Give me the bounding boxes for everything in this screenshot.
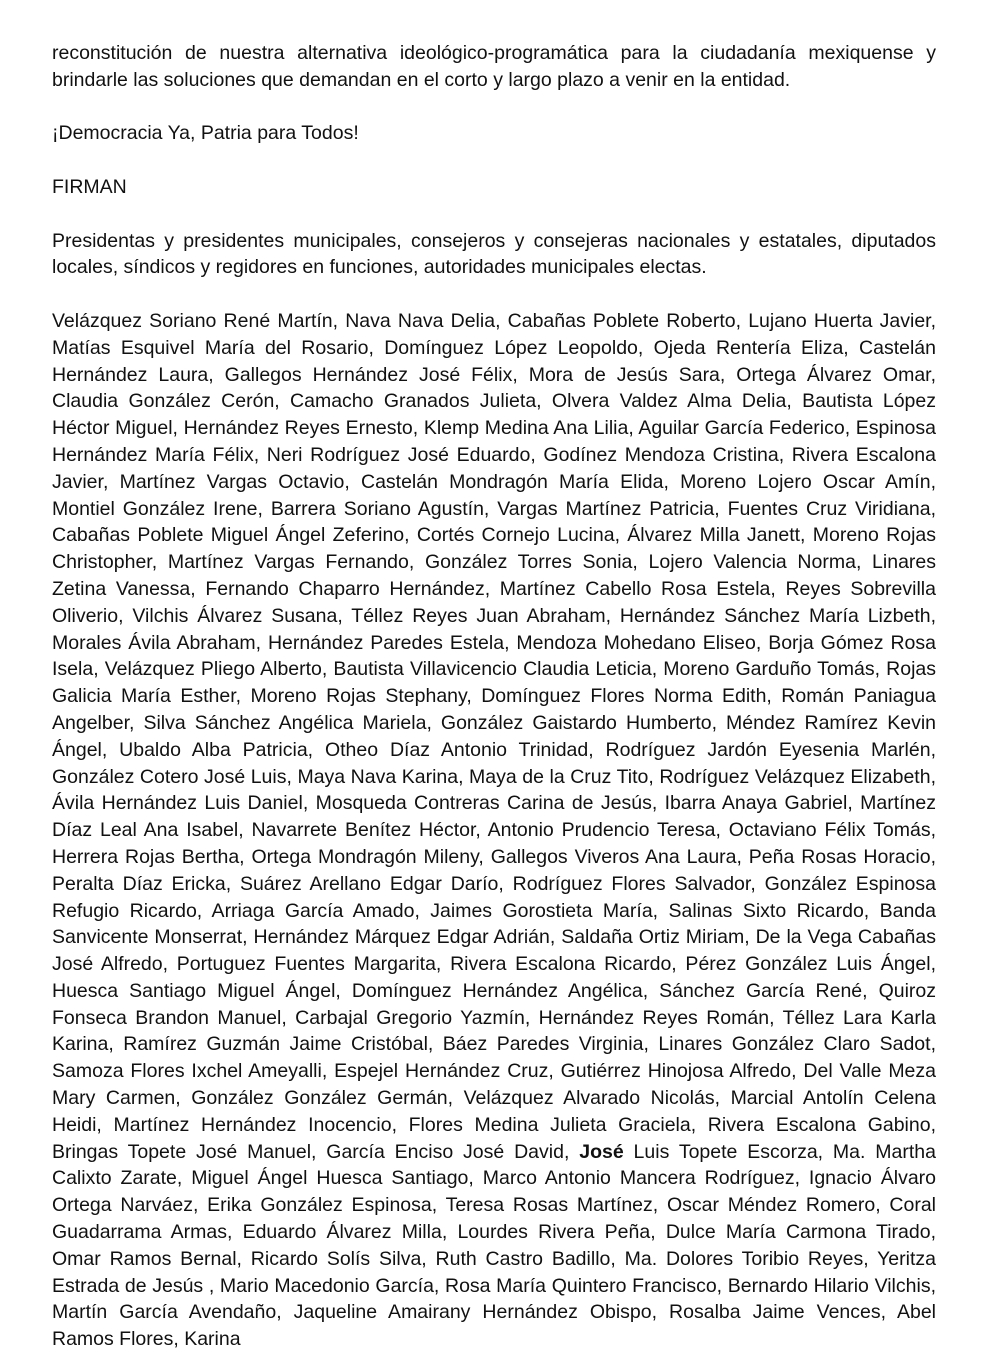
slogan: ¡Democracia Ya, Patria para Todos!: [52, 122, 359, 145]
signatories-list-part-2: Luis Topete Escorza, Ma. Martha Calixto Zarate, Miguel Ángel Huesca Santiago, Marco Antonio Mancera Rodríguez, Ignacio Álvaro Ortega Narváez, Erika González Espinosa, Teresa Rosas Martínez, Oscar Méndez Romero, Coral Guadarrama Armas, Eduardo Álvarez Milla, Lourdes Rivera Peña, Dulce María Carmona Tirado, Omar Ramos Bernal, Ricardo Solís Silva, Ruth Castro Badillo, Ma. Dolores Toribio Reyes, Yeritza Estrada de Jesús , Mario Macedonio García, Rosa María Quintero Francisco, Bernardo Hilario Vilchis, Martín García Avendaño, Jaqueline Amairany Hernández Obispo, Rosalba Jaime Vences, Abel Ramos Flores, Karina: [52, 1140, 936, 1351]
signatories-list: [52, 308, 936, 1353]
signatories-list-part-1: Velázquez Soriano René Martín, Nava Nava Delia, Cabañas Poblete Roberto, Lujano Huerta Javier, Matías Esquivel María del Rosario, Domínguez López Leopoldo, Ojeda Rentería Eliza, Castelán Hernández Laura, Gallegos Hernández José Félix, Mora de Jesús Sara, Ortega Álvarez Omar, Claudia González Cerón, Camacho Granados Julieta, Olvera Valdez Alma Delia, Bautista López Héctor Miguel, Hernández Reyes Ernesto, Klemp Medina Ana Lilia, Aguilar García Federico, Espinosa Hernández María Félix, Neri Rodríguez José Eduardo, Godínez Mendoza Cristina, Rivera Escalona Javier, Martínez Vargas Octavio, Castelán Mondragón María Elida, Moreno Lojero Oscar Amín, Montiel González Irene, Barrera Soriano Agustín, Vargas Martínez Patricia, Fuentes Cruz Viridiana, Cabañas Poblete Miguel Ángel Zeferino, Cortés Cornejo Lucina, Álvarez Milla Janett, Moreno Rojas Christopher, Martínez Vargas Fernando, González Torres Sonia, Lojero Valencia Norma, Linares Zetina Vanessa, Fernando Chaparro Hernández, Martínez Cabello Rosa Estela, Reyes Sobrevilla Oliverio, Vilchis Álvarez Susana, Téllez Reyes Juan Abraham, Hernández Sánchez María Lizbeth, Morales Ávila Abraham, Hernández Paredes Estela, Mendoza Mohedano Eliseo, Borja Gómez Rosa Isela, Velázquez Pliego Alberto, Bautista Villavicencio Claudia Leticia, Moreno Garduño Tomás, Rojas Galicia María Esther, Moreno Rojas Stephany, Domínguez Flores Norma Edith, Román Paniagua Angelber, Silva Sánchez Angélica Mariela, González Gaistardo Humberto, Méndez Ramírez Kevin Ángel, Ubaldo Alba Patricia, Otheo Díaz Antonio Trinidad, Rodríguez Jardón Eyesenia Marlén, González Cotero José Luis, Maya Nava Karina, Maya de la Cruz Tito, Rodríguez Velázquez Elizabeth, Ávila Hernández Luis Daniel, Mosqueda Contreras Carina de Jesús, Ibarra Anaya Gabriel, Martínez Díaz Leal Ana Isabel, Navarrete Benítez Héctor, Antonio Prudencio Teresa, Octaviano Félix Tomás, Herrera Rojas Bertha, Ortega Mondragón Mileny, Gallegos Viveros Ana Laura, Peña Rosas Horacio, Peralta Díaz Ericka, Suárez Arellano Edgar Darío, Rodríguez Flores Salvador, González Espinosa Refugio Ricardo, Arriaga García Amado, Jaimes Gorostieta María, Salinas Sixto Ricardo, Banda Sanvicente Monserrat, Hernández Márquez Edgar Adrián, Saldaña Ortiz Miriam, De la Vega Cabañas José Alfredo, Portuguez Fuentes Margarita, Rivera Escalona Ricardo, Pérez González Luis Ángel, Huesca Santiago Miguel Ángel, Domínguez Hernández Angélica, Sánchez García René, Quiroz Fonseca Brandon Manuel, Carbajal Gregorio Yazmín, Hernández Reyes Román, Téllez Lara Karla Karina, Ramírez Guzmán Jaime Cristóbal, Báez Paredes Virginia, Linares González Claro Sadot, Samoza Flores Ixchel Ameyalli, Espejel Hernández Cruz, Gutiérrez Hinojosa Alfredo, Del Valle Meza Mary Carmen, González González Germán, Velázquez Alvarado Nicolás, Marcial Antolín Celena Heidi, Martínez Hernández Inocencio, Flores Medina Julieta Graciela, Rivera Escalona Gabino, Bringas Topete José Manuel, García Enciso José David,: [52, 309, 936, 1163]
signatories-intro: Presidentas y presidentes municipales, consejeros y consejeras nacionales y estatales, diputados locales, síndicos y regidores en funciones, autoridades municipales electas.: [52, 229, 936, 279]
signatories-bold-name: José: [579, 1140, 624, 1163]
paragraph-closing-statement: reconstitución de nuestra alternativa ideológico-programática para la ciudadanía mexiquense y brindarle las soluciones que demandan en el corto y largo plazo a venir en la entidad.: [52, 42, 936, 91]
signatories-heading: FIRMAN: [52, 175, 127, 198]
